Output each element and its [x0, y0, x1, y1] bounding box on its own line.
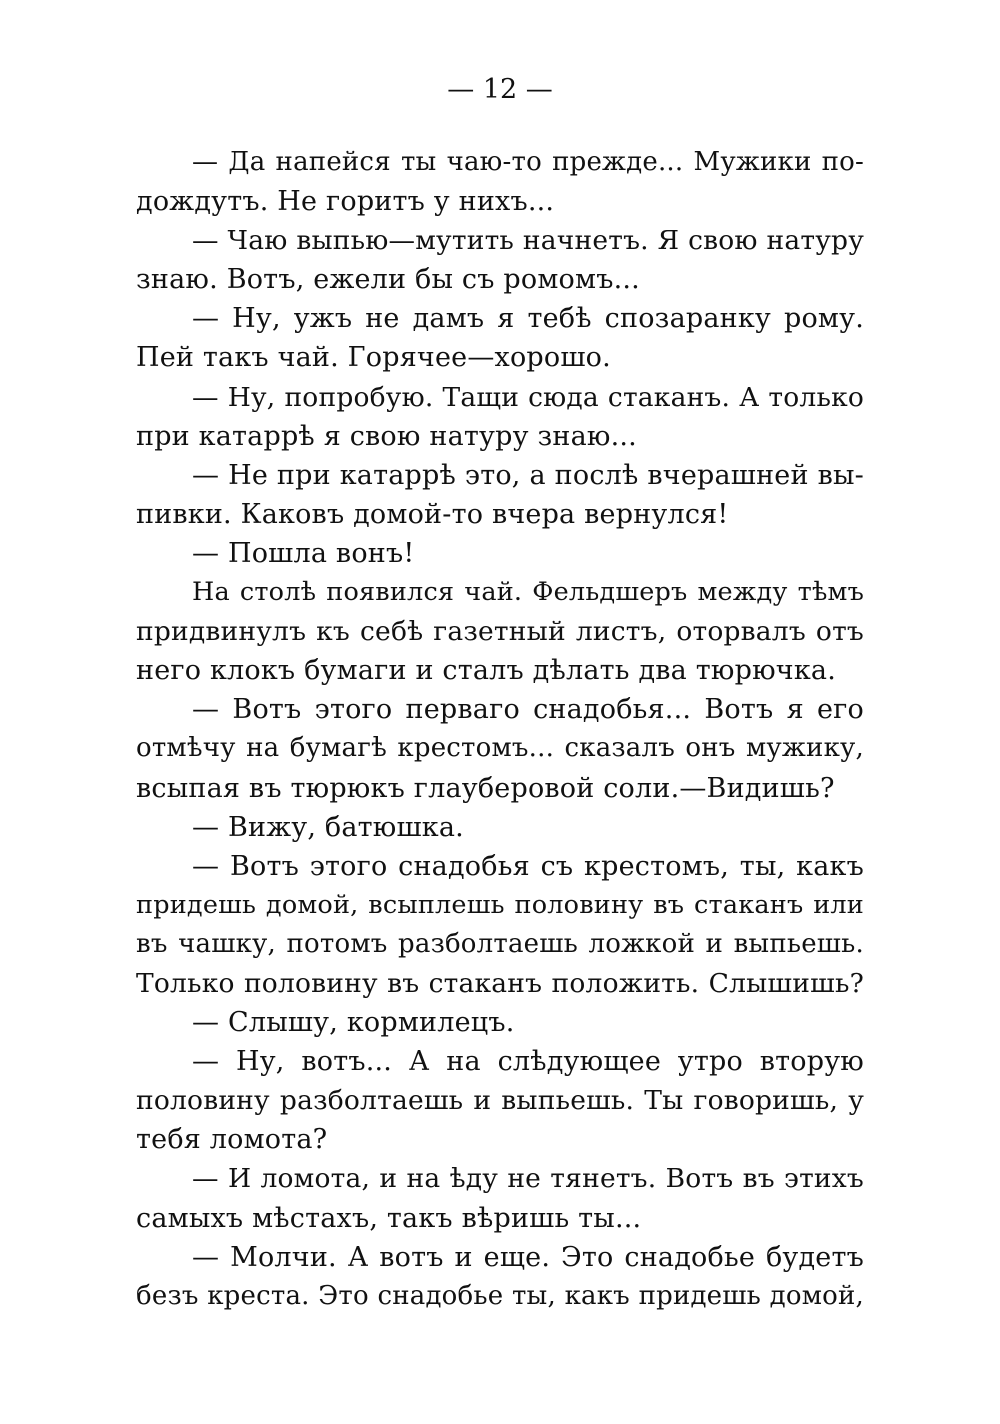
- text-line: Только половину въ стаканъ положить. Слышишь?: [136, 967, 864, 999]
- text-line: самыхъ мѣстахъ, такъ вѣришь ты...: [136, 1202, 642, 1234]
- text-line: — Да напейся ты чаю-то прежде... Мужики по-: [192, 147, 864, 177]
- text-line: — Ну, ужъ не дамъ я тебѣ спозаранку рому.: [192, 303, 864, 335]
- text-line: всыпая въ тюрюкъ глауберовой соли.—Видишь?: [136, 772, 835, 804]
- text-line: него клокъ бумаги и сталъ дѣлать два тюрючка.: [136, 655, 837, 687]
- text-line: при катаррѣ я свою натуру знаю...: [136, 420, 637, 452]
- text-line: придвинулъ къ себѣ газетный листъ, оторвалъ отъ: [136, 616, 864, 648]
- text-line: — Вотъ этого перваго снадобья... Вотъ я его: [192, 694, 864, 726]
- text-line: тебя ломота?: [136, 1124, 328, 1156]
- text-line: знаю. Вотъ, ежели бы съ ромомъ...: [136, 264, 640, 296]
- text-line: — Вотъ этого снадобья съ крестомъ, ты, какъ: [192, 850, 864, 882]
- body-text: [136, 143, 864, 1316]
- text-line: На столѣ появился чай. Фельдшеръ между тѣмъ: [192, 577, 864, 608]
- text-line: — И ломота, и на ѣду не тянетъ. Вотъ въ этихъ: [192, 1163, 864, 1195]
- text-line: половину разболтаешь и выпьешь. Ты говоришь, у: [136, 1085, 864, 1117]
- text-line: пивки. Каковъ домой-то вчера вернулся!: [136, 498, 729, 530]
- page-number: — 12 —: [447, 74, 553, 105]
- text-line: — Молчи. А вотъ и еще. Это снадобье будетъ: [192, 1241, 864, 1273]
- text-line: — Не при катаррѣ это, а послѣ вчерашней вы-: [192, 459, 864, 491]
- text-line: Пей такъ чай. Горячее—хорошо.: [136, 342, 611, 374]
- text-line: — Слышу, кормилецъ.: [192, 1007, 515, 1039]
- text-line: безъ креста. Это снадобье ты, какъ придешь домой,: [136, 1280, 864, 1311]
- text-line: — Вижу, батюшка.: [192, 811, 464, 843]
- text-line: — Ну, попробую. Тащи сюда стаканъ. А только: [192, 381, 864, 413]
- text-line: — Ну, вотъ... А на слѣдующее утро вторую: [192, 1046, 864, 1078]
- text-line: дождутъ. Не горитъ у нихъ...: [136, 186, 555, 218]
- text-line: отмѣчу на бумагѣ крестомъ... сказалъ онъ мужику,: [136, 733, 864, 764]
- text-line: въ чашку, потомъ разболтаешь ложкой и выпьешь.: [136, 928, 864, 959]
- text-line: придешь домой, всыплешь половину въ стаканъ или: [136, 889, 864, 920]
- text-line: — Пошла вонъ!: [192, 537, 415, 569]
- text-line: — Чаю выпью—мутить начнетъ. Я свою натуру: [192, 225, 864, 257]
